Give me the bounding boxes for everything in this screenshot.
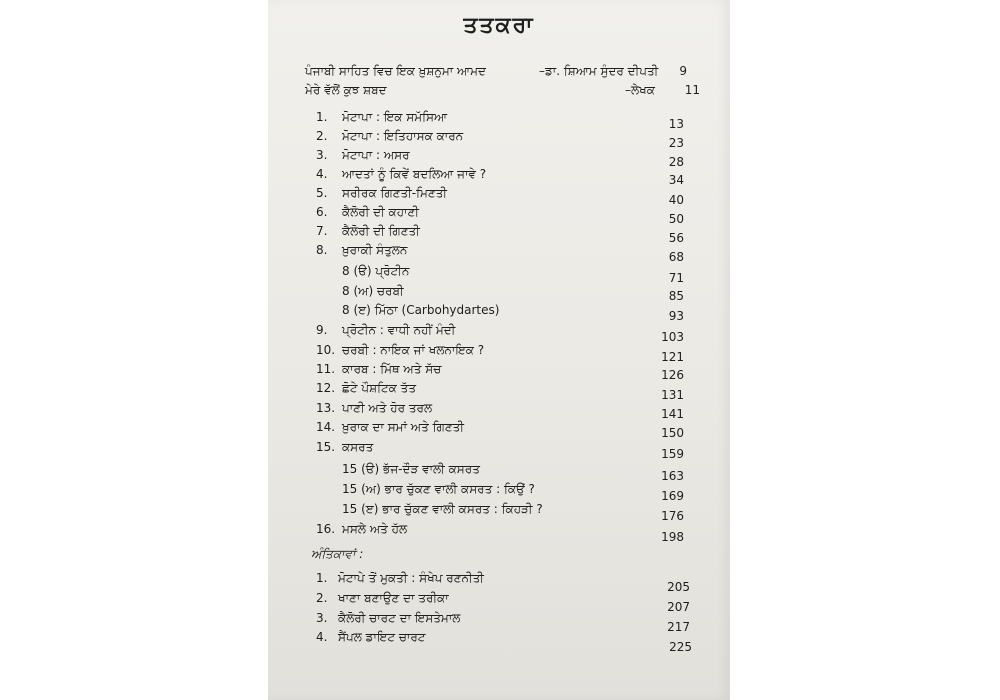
chapter-number: 16. — [316, 522, 336, 536]
chapter-page-number: 150 — [661, 426, 684, 440]
chapter-number: 9. — [316, 323, 328, 337]
chapter-page-number: 121 — [661, 350, 684, 364]
chapter-title: ਛੋਟੇ ਪੌਸ਼ਟਿਕ ਤੱਤ — [342, 381, 417, 395]
chapter-entry — [316, 186, 447, 200]
chapter-entry — [316, 205, 419, 219]
chapter-entry — [316, 148, 410, 162]
chapter-page-number: 40 — [668, 193, 684, 207]
front-entry-author: –ਲੇਖਕ — [625, 83, 655, 97]
chapter-number: 5. — [316, 186, 328, 200]
chapter-title: 8 (ੳ) ਪ੍ਰੋਟੀਨ — [342, 264, 410, 278]
book-page — [268, 0, 730, 700]
chapter-title: ਖ਼ੁਰਾਕੀ ਸੰਤੁਲਨ — [342, 243, 408, 257]
chapter-title: ਖ਼ੁਰਾਕ ਦਾ ਸਮਾਂ ਅਤੇ ਗਿਣਤੀ — [342, 420, 464, 434]
chapter-entry — [316, 129, 463, 143]
appendix-title: ਕੈਲੋਰੀ ਚਾਰਟ ਦਾ ਇਸਤੇਮਾਲ — [338, 611, 461, 625]
appendix-number: 3. — [316, 611, 328, 625]
front-entry-text: ਮੇਰੇ ਵੱਲੋਂ ਕੁਝ ਸ਼ਬਦ — [305, 83, 387, 97]
chapter-entry — [316, 323, 455, 337]
appendix-page-number: 217 — [667, 620, 690, 634]
appendix-entry — [316, 571, 484, 585]
chapter-number: 14. — [316, 420, 336, 434]
chapter-page-number: 176 — [661, 509, 684, 523]
chapter-page-number: 131 — [661, 388, 684, 402]
chapter-title: ਚਰਬੀ : ਨਾਇਕ ਜਾਂ ਖਲਨਾਇਕ ? — [342, 343, 485, 357]
appendix-number: 4. — [316, 630, 328, 644]
front-entry-page: 11 — [684, 83, 700, 97]
chapter-page-number: 85 — [668, 289, 684, 303]
appendix-number: 1. — [316, 571, 328, 585]
chapter-number: 11. — [316, 362, 336, 376]
chapter-number: 3. — [316, 148, 328, 162]
chapter-page-number: 71 — [668, 271, 684, 285]
chapter-entry — [342, 462, 480, 476]
chapter-entry — [316, 401, 432, 415]
chapter-entry — [316, 362, 441, 376]
chapter-title: ਕਸਰਤ — [342, 440, 374, 454]
appendix-page-number: 225 — [669, 640, 692, 654]
appendix-page-number: 205 — [667, 580, 690, 594]
chapter-entry — [316, 440, 373, 454]
chapter-title: 15 (ਅ) ਭਾਰ ਚੁੱਕਣ ਵਾਲੀ ਕਸਰਤ : ਕਿਉਂ ? — [342, 482, 535, 496]
chapter-page-number: 68 — [668, 250, 684, 264]
chapter-entry — [342, 264, 409, 278]
chapter-title: ਕਾਰਬ : ਮਿੱਥ ਅਤੇ ਸੱਚ — [342, 362, 442, 376]
chapter-page-number: 34 — [668, 173, 684, 187]
appendix-title: ਖਾਣਾ ਬਣਾਉਣ ਦਾ ਤਰੀਕਾ — [338, 591, 449, 605]
chapter-entry — [342, 303, 499, 317]
chapter-number: 13. — [316, 401, 336, 415]
chapter-title: ਕੈਲੋਰੀ ਦੀ ਕਹਾਣੀ — [342, 205, 419, 219]
chapter-page-number: 23 — [668, 136, 684, 150]
chapter-entry — [316, 243, 407, 257]
appendix-page-number: 207 — [667, 600, 690, 614]
chapter-entry — [316, 167, 486, 181]
chapter-page-number: 13 — [668, 117, 684, 131]
appendix-entry — [316, 591, 449, 605]
chapter-title: ਪ੍ਰੋਟੀਨ : ਵਾਧੀ ਨਹੀਂ ਮੰਦੀ — [342, 323, 456, 337]
chapter-number: 2. — [316, 129, 328, 143]
appendix-title: ਮੋਟਾਪੇ ਤੋਂ ਮੁਕਤੀ : ਸੰਖੇਪ ਰਣਨੀਤੀ — [338, 571, 484, 585]
chapter-number: 15. — [316, 440, 336, 454]
appendix-entry — [316, 630, 425, 644]
chapter-entry — [316, 381, 416, 395]
appendix-number: 2. — [316, 591, 328, 605]
front-entry-text: ਪੰਜਾਬੀ ਸਾਹਿਤ ਵਿਚ ਇਕ ਖ਼ੁਸ਼ਨੁਮਾ ਆਮਦ — [305, 64, 486, 78]
chapter-number: 4. — [316, 167, 328, 181]
chapter-page-number: 103 — [661, 330, 684, 344]
appendix-title: ਸੈਂਪਲ ਡਾਇਟ ਚਾਰਟ — [338, 630, 426, 644]
chapter-title: 15 (ੳ) ਭੱਜ-ਦੌੜ ਵਾਲੀ ਕਸਰਤ — [342, 462, 480, 476]
chapter-number: 7. — [316, 224, 328, 238]
chapter-page-number: 28 — [668, 155, 684, 169]
chapter-number: 6. — [316, 205, 328, 219]
chapter-page-number: 198 — [661, 530, 684, 544]
chapter-entry — [316, 522, 407, 536]
chapter-title: ਮੋਟਾਪਾ : ਇਕ ਸਮੱਸਿਆ — [342, 110, 448, 124]
chapter-title: 15 (ੲ) ਭਾਰ ਚੁੱਕਣ ਵਾਲੀ ਕਸਰਤ : ਕਿਹੜੀ ? — [342, 502, 543, 516]
chapter-title: ਸਰੀਰਕ ਗਿਣਤੀ-ਮਿਣਤੀ — [342, 186, 447, 200]
chapter-entry — [316, 343, 484, 357]
chapter-title: ਮਸਲੇ ਅਤੇ ਹੱਲ — [342, 522, 408, 536]
chapter-entry — [342, 502, 543, 516]
chapter-page-number: 50 — [668, 212, 684, 226]
chapter-page-number: 163 — [661, 469, 684, 483]
chapter-page-number: 159 — [661, 447, 684, 461]
chapter-title: ਕੈਲੋਰੀ ਦੀ ਗਿਣਤੀ — [342, 224, 420, 238]
chapter-page-number: 56 — [668, 231, 684, 245]
chapter-page-number: 141 — [661, 407, 684, 421]
chapter-number: 12. — [316, 381, 336, 395]
chapter-title: ਆਦਤਾਂ ਨੂੰ ਕਿਵੇਂ ਬਦਲਿਆ ਜਾਵੇ ? — [342, 167, 487, 181]
page-title: ਤਤਕਰਾ — [463, 13, 535, 38]
chapter-number: 8. — [316, 243, 328, 257]
chapter-entry — [316, 110, 447, 124]
chapter-page-number: 169 — [661, 489, 684, 503]
chapter-page-number: 93 — [668, 309, 684, 323]
front-entry-page: 9 — [679, 64, 687, 78]
chapter-title: 8 (ਅ) ਚਰਬੀ — [342, 284, 404, 298]
chapter-entry — [316, 420, 464, 434]
chapter-number: 1. — [316, 110, 328, 124]
chapter-entry — [342, 482, 535, 496]
chapter-entry — [342, 284, 404, 298]
chapter-number: 10. — [316, 343, 336, 357]
chapter-entry — [316, 224, 420, 238]
appendix-heading: ਅੰਤਿਕਾਵਾਂ : — [311, 547, 364, 561]
chapter-title: 8 (ੲ) ਮਿੱਠਾ (Carbohydartes) — [342, 303, 500, 317]
chapter-title: ਪਾਣੀ ਅਤੇ ਹੋਰ ਤਰਲ — [342, 401, 433, 415]
chapter-title: ਮੋਟਾਪਾ : ਇਤਿਹਾਸਕ ਕਾਰਨ — [342, 129, 464, 143]
front-entry-author: –ਡਾ. ਸ਼ਿਆਮ ਸੁੰਦਰ ਦੀਪਤੀ — [539, 64, 659, 78]
chapter-title: ਮੋਟਾਪਾ : ਅਸਰ — [342, 148, 410, 162]
appendix-entry — [316, 611, 460, 625]
chapter-page-number: 126 — [661, 368, 684, 382]
